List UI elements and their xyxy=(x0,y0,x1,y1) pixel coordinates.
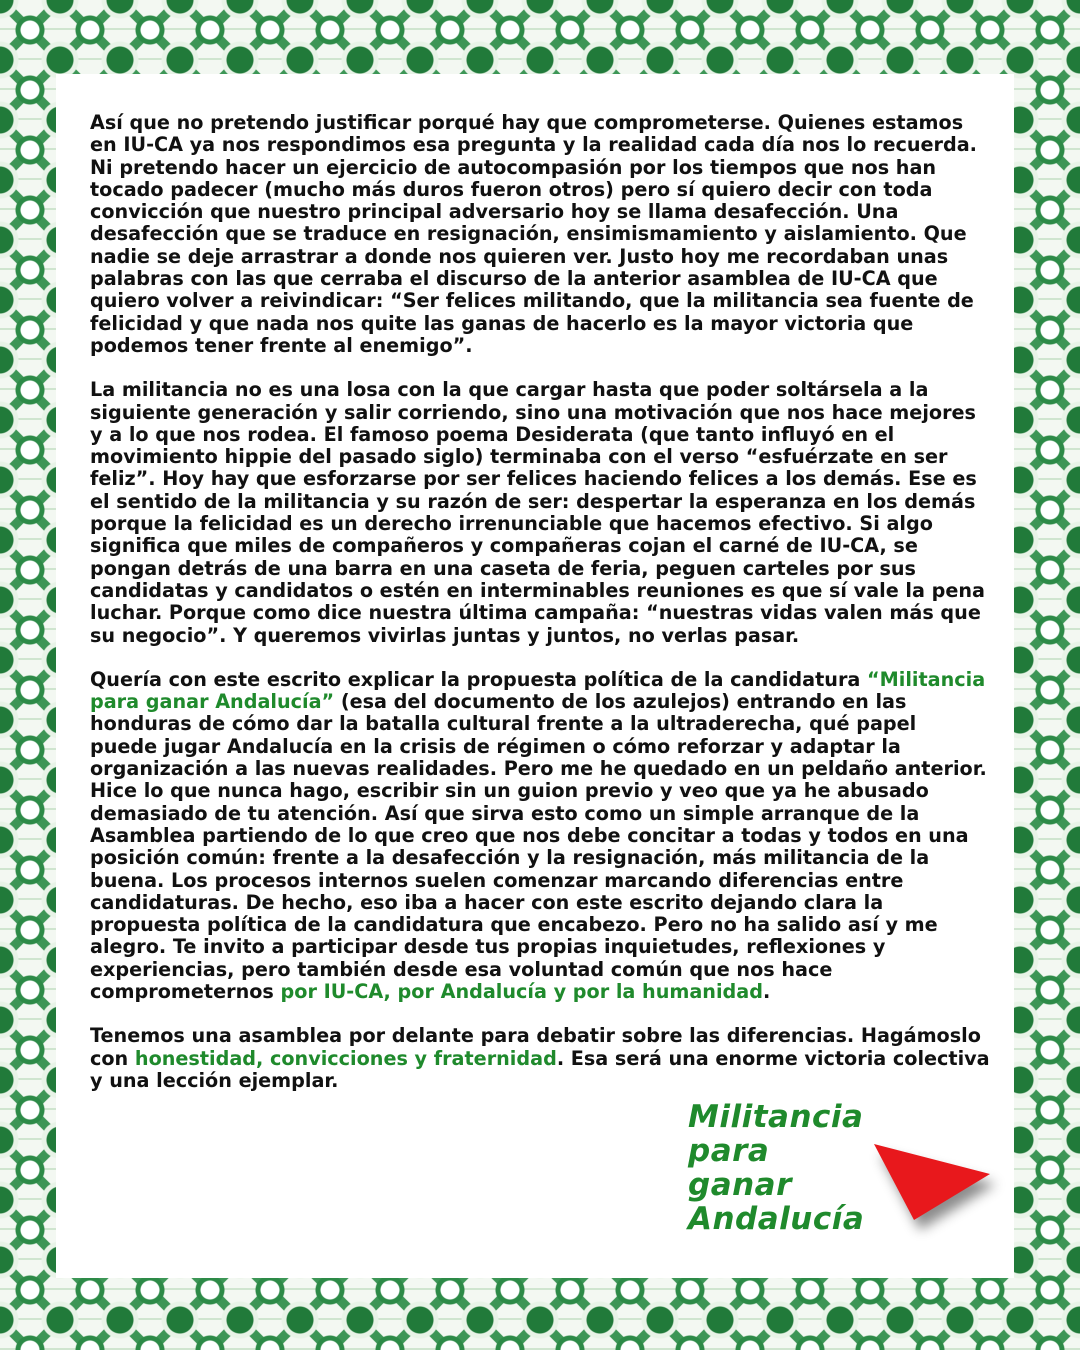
paragraph-4: Tenemos una asamblea por delante para debatir sobre las diferencias. Hagámoslo con honestidad, convicciones y fraternidad. Esa será una enorme victoria colectiva y una lección ejemplar. xyxy=(90,1024,990,1092)
content-panel xyxy=(56,74,1014,1278)
logo-line-1: Militancia xyxy=(688,1099,864,1135)
logo-line-2: para xyxy=(688,1133,770,1169)
campaign-logo xyxy=(688,1100,1008,1260)
logo-text xyxy=(688,1100,864,1236)
logo-line-4: Andalucía xyxy=(688,1201,865,1237)
highlight-valores: honestidad, convicciones y fraternidad xyxy=(134,1046,557,1070)
red-arrow-icon xyxy=(874,1140,990,1222)
paragraph-1: Así que no pretendo justificar porqué hay que comprometerse. Quienes estamos en IU-CA ya nos respondimos esa pregunta y la realidad cada día nos lo recuerda. Ni pretendo hacer un ejercicio de autocompasión por los tiempos que nos han tocado padecer (mucho más duros fueron otros) pero sí quiero decir con toda convicción que nuestro principal adversario hoy se llama desafección. Una desafección que se traduce en resignación, ensimismamiento y aislamiento. Que nadie se deje arrastrar a donde nos quieren ver. Justo hoy me recordaban unas palabras con las que cerraba el discurso de la anterior asamblea de IU-CA que quiero volver a reivindicar: “Ser felices militando, que la militancia sea fuente de felicidad y que nada nos quite las ganas de hacerlo es la mayor victoria que podemos tener frente al enemigo”. xyxy=(90,111,977,357)
paragraph-3: Quería con este escrito explicar la propuesta política de la candidatura “Militancia para ganar Andalucía” (esa del documento de los azulejos) entrando en las honduras de cómo dar la batalla cultural frente a la ultraderecha, qué papel puede jugar Andalucía en la crisis de régimen o cómo reforzar y adaptar la organización a las nuevas realidades. Pero me he quedado en un peldaño anterior. Hice lo que nunca hago, escribir sin un guion previo y veo que ya he abusado demasiado de tu atención. Así que sirva esto como un simple arranque de la Asamblea partiendo de lo que creo que nos debe concitar a todas y todos en una posición común: frente a la desafección y la resignación, más militancia de la buena. Los procesos internos suelen comenzar marcando diferencias entre candidaturas. De hecho, eso iba a hacer con este escrito dejando clara la propuesta política de la candidatura que encabezo. Pero no ha salido así y me alegro. Te invito a participar desde tus propias inquietudes, reflexiones y experiencias, pero también desde esa voluntad común que nos hace comprometernos por IU-CA, por Andalucía y por la humanidad. xyxy=(90,667,987,1003)
red-arrow-shape xyxy=(874,1144,990,1220)
article-body xyxy=(90,112,990,1114)
highlight-humanidad: por IU-CA, por Andalucía y por la humanidad xyxy=(280,979,763,1003)
logo-line-3: ganar xyxy=(688,1167,792,1203)
paragraph-2: La militancia no es una losa con la que cargar hasta que poder soltársela a la siguiente generación y salir corriendo, sino una motivación que nos hace mejores y a lo que nos rodea. El famoso poema Desiderata (que tanto influyó en el movimiento hippie del pasado siglo) terminaba con el verso “esfuérzate en ser feliz”. Hoy hay que esforzarse por ser felices haciendo felices a los demás. Ese es el sentido de la militancia y su razón de ser: despertar la esperanza en los demás porque la felicidad es un derecho irrenunciable que hacemos efectivo. Si algo significa que miles de compañeros y compañeras cojan el carné de IU-CA, se pongan detrás de una barra en una caseta de feria, peguen carteles por sus candidatas y candidatos o estén en interminables reuniones es que sí vale la pena luchar. Porque como dice nuestra última campaña: “nuestras vidas valen más que su negocio”. Y queremos vivirlas juntas y juntos, no verlas pasar. xyxy=(90,378,985,647)
highlight-candidatura: “Militancia para ganar Andalucía” xyxy=(90,667,986,714)
